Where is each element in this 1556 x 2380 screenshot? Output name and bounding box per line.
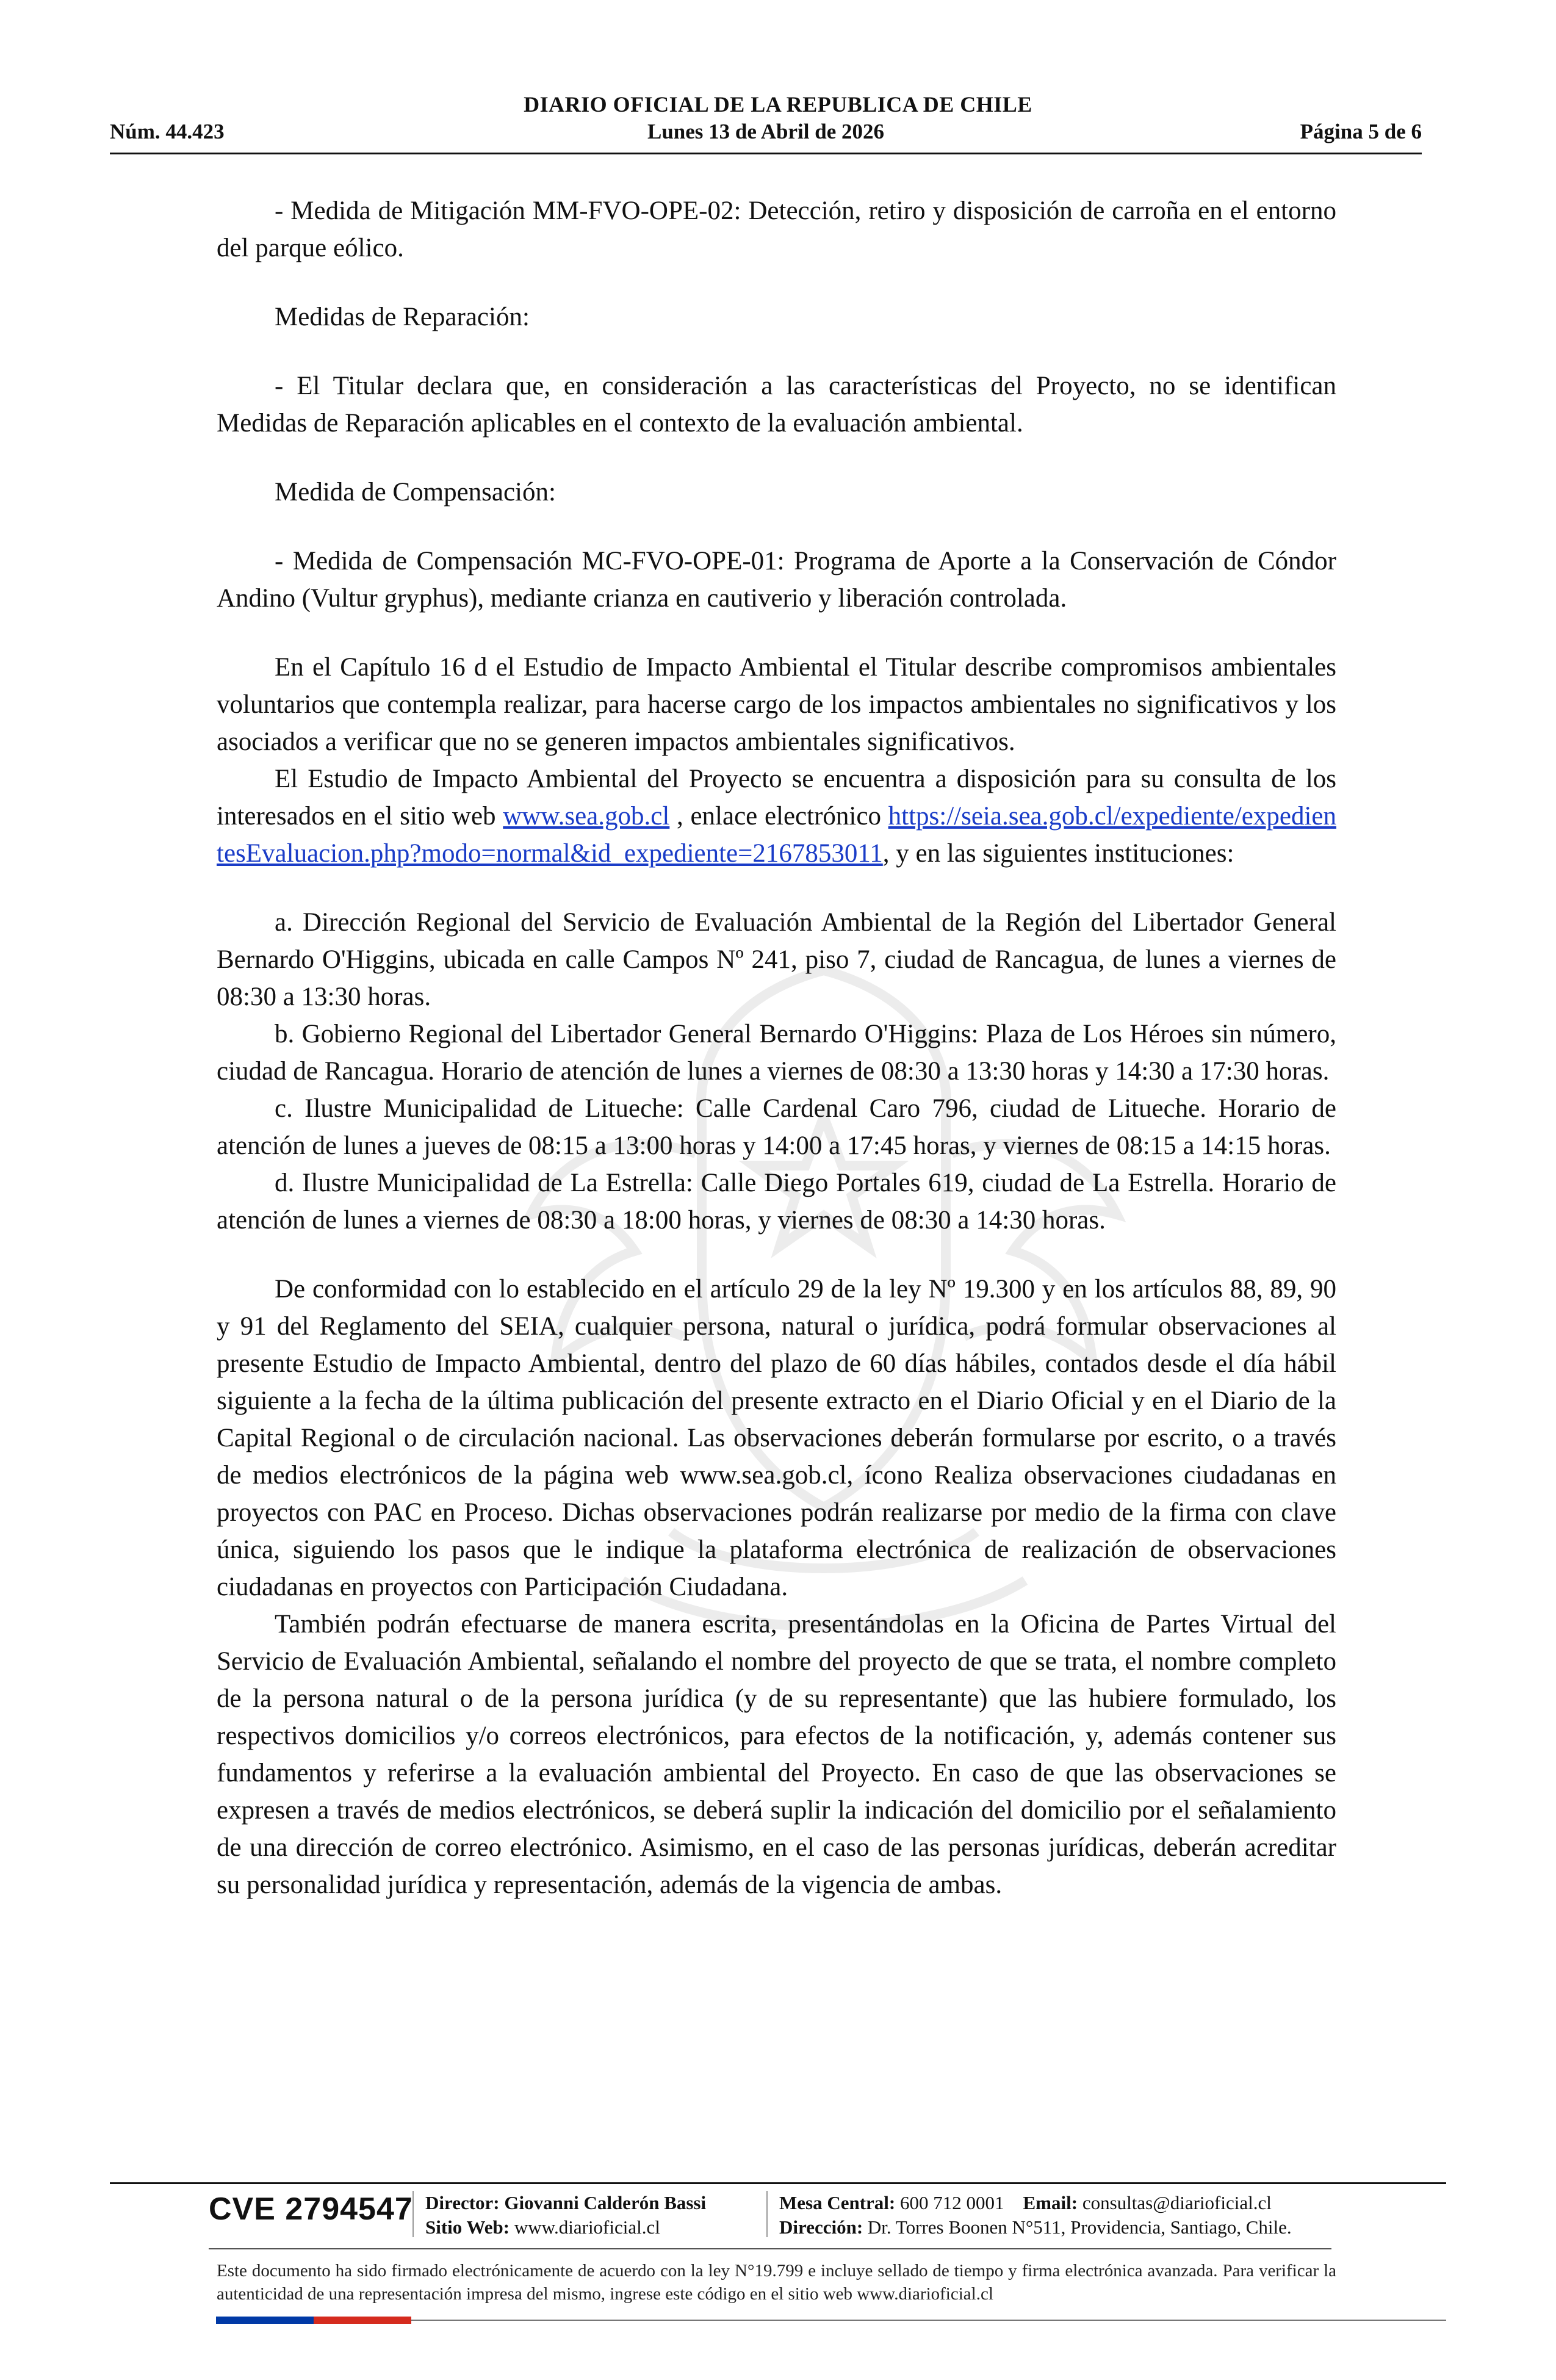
list-item-c: c. Ilustre Municipalidad de Litueche: Calle Cardenal Caro 796, ciudad de Litueche. Horario de atención de lunes a jueves de 08:15 a 13:00 horas y 14:00 a 17:45 horas, y viernes de 08:15 a 14:15 horas. <box>217 1094 1336 1160</box>
paragraph-compensation-heading: Medida de Compensación: <box>275 478 556 507</box>
footer-director-block: Director: Giovanni Calderón Bassi Sitio Web: www.diarioficial.cl <box>425 2192 707 2238</box>
flag-color-bar <box>216 2317 411 2324</box>
paragraph-commitments: En el Capítulo 16 d el Estudio de Impacto Ambiental el Titular describe compromisos ambientales voluntarios que contempla realizar, para hacerse cargo de los impactos ambientales no significativos y los asociados a verificar que no se generen impactos ambientales significativos. <box>217 653 1336 756</box>
page-number: Página 5 de 6 <box>1300 120 1422 143</box>
issue-number: Núm. 44.423 <box>110 120 225 143</box>
paragraph-availability: El Estudio de Impacto Ambiental del Proyecto se encuentra a disposición para su consulta de los interesados en el sitio web www.sea.gob.cl , enlace electrónico https://seia.sea.gob.cl/expediente/expedientesEvaluacion.php?modo=normal&id_expediente=2167853011, y en las siguientes instituciones: <box>217 765 1336 868</box>
website-link[interactable]: www.diarioficial.cl <box>514 2216 660 2238</box>
paragraph-observations: De conformidad con lo establecido en el artículo 29 de la ley Nº 19.300 y en los artículos 88, 89, 90 y 91 del Reglamento del SEIA, cualquier persona, natural o jurídica, podrá formular observaciones al presente Estudio de Impacto Ambiental, dentro del plazo de 60 días hábiles, contados desde el día hábil siguiente a la fecha de la última publicación del presente extracto en el Diario Oficial y en el Diario de la Capital Regional o de circulación nacional. Las observaciones deberán formularse por escrito, o a través de medios electrónicos de la página web www.sea.gob.cl, ícono Realiza observaciones ciudadanas en proyectos con PAC en Proceso. Dichas observaciones podrán realizarse por medio de la firma con clave única, siguiendo los pasos que le indique la plataforma electrónica de realización de observaciones ciudadanas en proyectos con Participación Ciudadana. <box>217 1275 1336 1601</box>
header-divider <box>110 153 1422 154</box>
list-item-a: a. Dirección Regional del Servicio de Evaluación Ambiental de la Región del Libertador General Bernardo O'Higgins, ubicada en calle Campos Nº 241, piso 7, ciudad de Rancagua, de lunes a viernes de 08:30 a 13:30 horas. <box>217 908 1336 1011</box>
paragraph-mitigation: - Medida de Mitigación MM-FVO-OPE-02: Detección, retiro y disposición de carroña en el entorno del parque eólico. <box>217 197 1336 262</box>
paragraph-compensation: - Medida de Compensación MC-FVO-OPE-01: Programa de Aporte a la Conservación de Cóndor Andino (Vultur gryphus), mediante crianza en cautiverio y liberación controlada. <box>217 547 1336 613</box>
newspaper-title: DIARIO OFICIAL DE LA REPUBLICA DE CHILE <box>524 92 1032 117</box>
email-link[interactable]: consultas@diarioficial.cl <box>1082 2192 1272 2213</box>
footer-separator <box>766 2191 768 2237</box>
list-item-b: b. Gobierno Regional del Libertador General Bernardo O'Higgins: Plaza de Los Héroes sin número, ciudad de Rancagua. Horario de atención de lunes a viernes de 08:30 a 13:30 horas y 14:30 a 17:30 horas. <box>217 1020 1336 1086</box>
footer-divider-middle <box>209 2248 1331 2249</box>
issue-date: Lunes 13 de Abril de 2026 <box>647 120 884 143</box>
list-item-d: d. Ilustre Municipalidad de La Estrella: Calle Diego Portales 619, ciudad de La Estrella. Horario de atención de lunes a viernes de 08:30 a 18:00 horas, y viernes de 08:30 a 14:30 horas. <box>217 1169 1336 1235</box>
address: Dr. Torres Boonen N°511, Providencia, Santiago, Chile. <box>867 2216 1292 2238</box>
paragraph-repair: - El Titular declara que, en consideración a las características del Proyecto, no se identifican Medidas de Reparación aplicables en el contexto de la evaluación ambiental. <box>217 372 1336 438</box>
footer-separator <box>412 2191 414 2237</box>
expediente-link[interactable]: https://seia.sea.gob.cl/expediente/expedientesEvaluacion.php?modo=normal&id_expediente=2167853011 <box>217 802 1336 868</box>
footer-divider-bottom <box>411 2320 1446 2321</box>
footer-contact-block: Mesa Central: 600 712 0001 Email: consultas@diarioficial.cl Dirección: Dr. Torres Boonen N°511, Providencia, Santiago, Chile. <box>779 2192 1292 2238</box>
cve-code: CVE 2794547 <box>209 2191 413 2227</box>
signature-notice: Este documento ha sido firmado electrónicamente de acuerdo con la ley N°19.799 e incluye sellado de tiempo y firma electrónica avanzada. Para verificar la autenticidad de una representación impresa del mismo, ingrese este código en el sitio web www.diarioficial.cl <box>217 2261 1336 2304</box>
footer-divider-top <box>110 2182 1446 2184</box>
article-body <box>217 192 1336 1903</box>
sea-website-link[interactable]: www.sea.gob.cl <box>503 802 670 831</box>
director-name: Giovanni Calderón Bassi <box>504 2192 707 2213</box>
header-row <box>110 120 1422 150</box>
phone-number: 600 712 0001 <box>900 2192 1004 2213</box>
paragraph-repair-heading: Medidas de Reparación: <box>275 303 530 331</box>
paragraph-written-observations: También podrán efectuarse de manera escrita, presentándolas en la Oficina de Partes Virtual del Servicio de Evaluación Ambiental, señalando el nombre del proyecto de que se trata, el nombre completo de la persona natural o de la persona jurídica (y de su representante) que las hubiere formulado, los respectivos domicilios y/o correos electrónicos, para efectos de la notificación, y, además contener sus fundamentos y referirse a la evaluación ambiental del Proyecto. En caso de que las observaciones se expresen a través de medios electrónicos, se deberá suplir la indicación del domicilio por el señalamiento de una dirección de correo electrónico. Asimismo, en el caso de las personas jurídicas, deberán acreditar su personalidad jurídica y representación, además de la vigencia de ambas. <box>217 1610 1336 1899</box>
